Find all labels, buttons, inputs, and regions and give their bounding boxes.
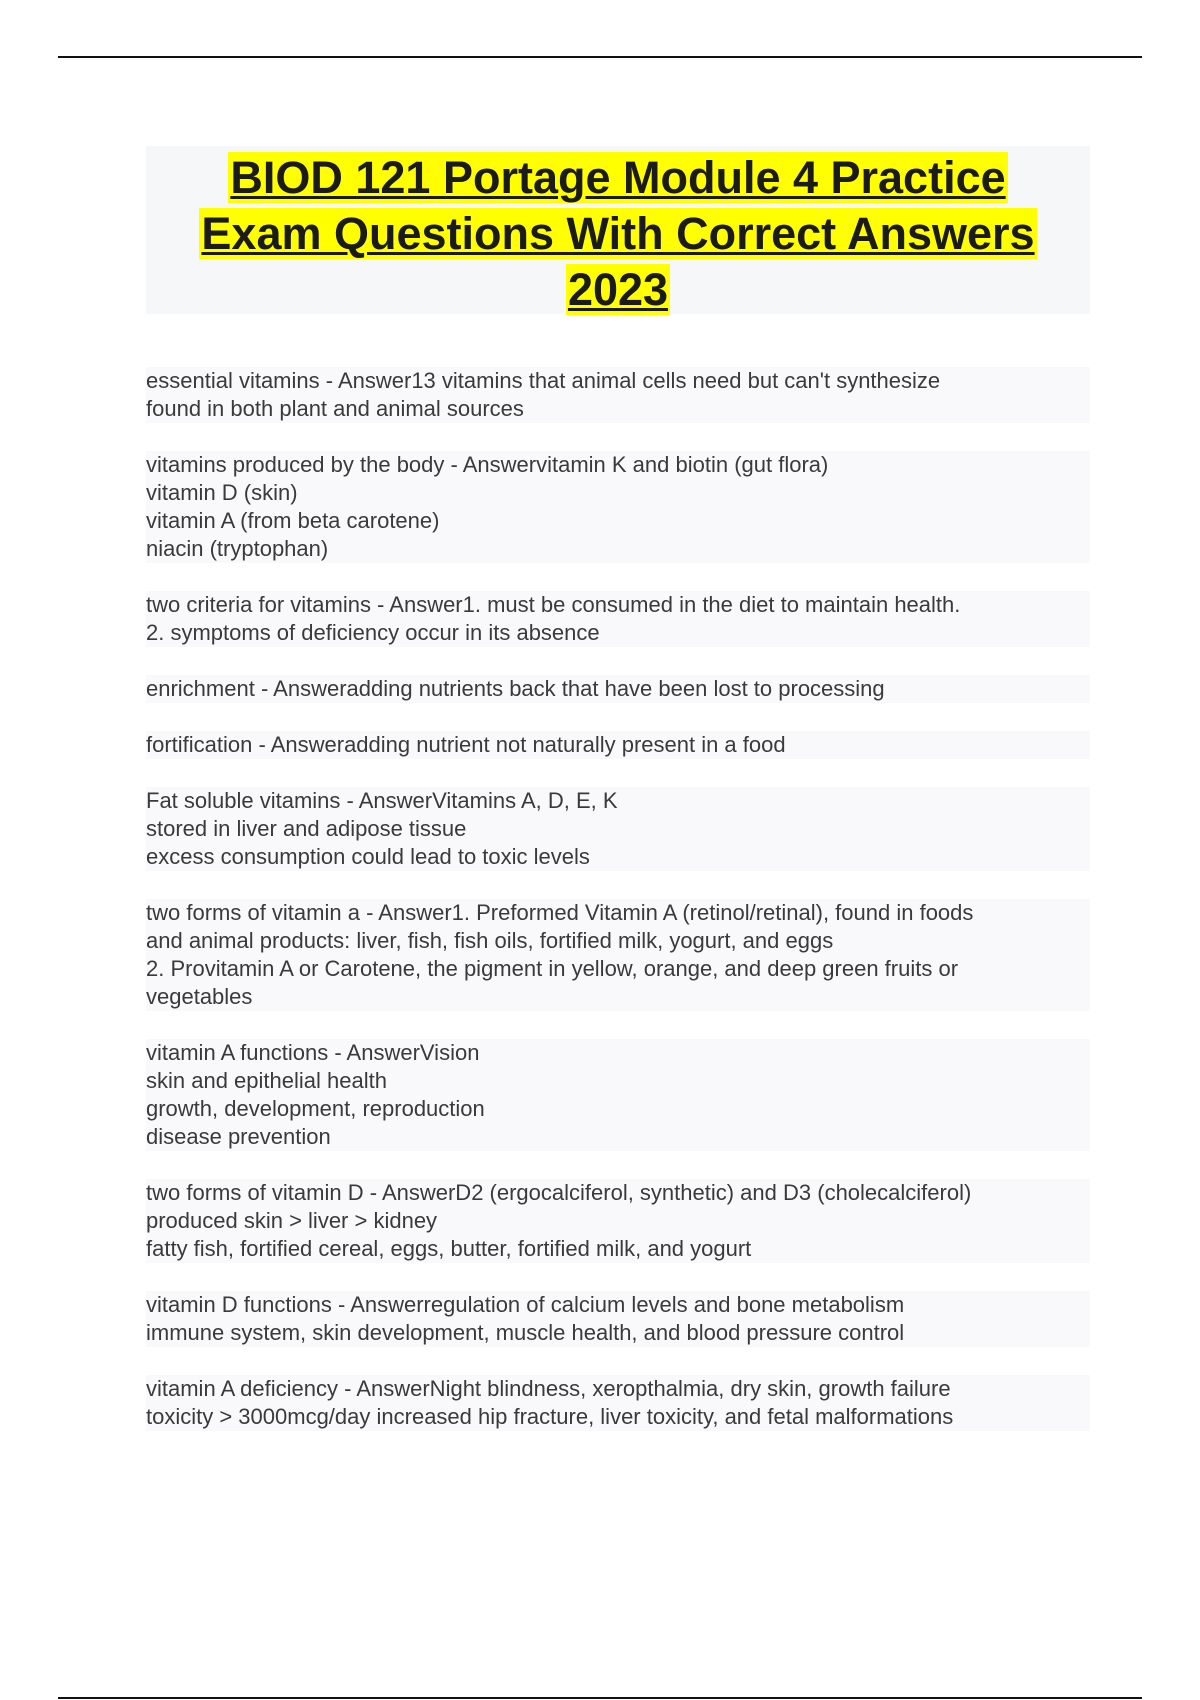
qa-entry-line: produced skin > liver > kidney bbox=[146, 1208, 438, 1233]
qa-entry-line: vitamin A functions - AnswerVision bbox=[146, 1040, 480, 1065]
qa-entry-line: 2. symptoms of deficiency occur in its absence bbox=[146, 620, 600, 645]
title-line-text: Exam Questions With Correct Answers bbox=[201, 208, 1035, 259]
qa-entry-line: fortification - Answeradding nutrient not naturally present in a food bbox=[146, 732, 786, 757]
footer-rule bbox=[58, 1697, 1142, 1699]
qa-entry-line: vitamin D (skin) bbox=[146, 480, 298, 505]
qa-entry-line: two forms of vitamin D - AnswerD2 (ergocalciferol, synthetic) and D3 (cholecalciferol) bbox=[146, 1180, 972, 1205]
qa-entry-line: stored in liver and adipose tissue bbox=[146, 816, 467, 841]
qa-entry bbox=[146, 451, 1090, 563]
qa-entry-line: vegetables bbox=[146, 984, 253, 1009]
qa-entry-line: immune system, skin development, muscle health, and blood pressure control bbox=[146, 1320, 905, 1345]
qa-entry-line: found in both plant and animal sources bbox=[146, 396, 524, 421]
title-line bbox=[146, 206, 1090, 262]
title-line-text: 2023 bbox=[567, 264, 669, 315]
qa-entry bbox=[146, 591, 1090, 647]
qa-entry-line: toxicity > 3000mcg/day increased hip fracture, liver toxicity, and fetal malformations bbox=[146, 1404, 954, 1429]
qa-entry-line: Fat soluble vitamins - AnswerVitamins A, D, E, K bbox=[146, 788, 618, 813]
qa-entry-line: fatty fish, fortified cereal, eggs, butter, fortified milk, and yogurt bbox=[146, 1236, 752, 1261]
qa-entry bbox=[146, 675, 1090, 703]
title-line bbox=[146, 262, 1090, 318]
qa-entry bbox=[146, 731, 1090, 759]
qa-entry-line: vitamin D functions - Answerregulation of calcium levels and bone metabolism bbox=[146, 1292, 905, 1317]
header-rule bbox=[58, 56, 1142, 58]
qa-entry bbox=[146, 899, 1090, 1011]
qa-entry bbox=[146, 1039, 1090, 1151]
qa-entry bbox=[146, 1291, 1090, 1347]
qa-entry bbox=[146, 1179, 1090, 1263]
qa-entry-line: niacin (tryptophan) bbox=[146, 536, 329, 561]
title-block bbox=[146, 146, 1090, 314]
qa-entry-line: essential vitamins - Answer13 vitamins that animal cells need but can't synthesize bbox=[146, 368, 941, 393]
title-line bbox=[146, 150, 1090, 206]
qa-entry-line: two criteria for vitamins - Answer1. must be consumed in the diet to maintain health. bbox=[146, 592, 961, 617]
qa-entry-line: vitamin A (from beta carotene) bbox=[146, 508, 440, 533]
qa-entry-line: 2. Provitamin A or Carotene, the pigment in yellow, orange, and deep green fruits or bbox=[146, 956, 959, 981]
qa-entry-line: vitamin A deficiency - AnswerNight blindness, xeropthalmia, dry skin, growth failure bbox=[146, 1376, 951, 1401]
qa-entry-line: enrichment - Answeradding nutrients back that have been lost to processing bbox=[146, 676, 885, 701]
qa-entry-line: two forms of vitamin a - Answer1. Preformed Vitamin A (retinol/retinal), found in foods bbox=[146, 900, 974, 925]
qa-entry bbox=[146, 787, 1090, 871]
qa-entry-line: disease prevention bbox=[146, 1124, 331, 1149]
qa-entry-line: excess consumption could lead to toxic levels bbox=[146, 844, 590, 869]
title-line-text: BIOD 121 Portage Module 4 Practice bbox=[230, 152, 1006, 203]
qa-entry bbox=[146, 1375, 1090, 1431]
qa-entry bbox=[146, 367, 1090, 423]
qa-entry-line: skin and epithelial health bbox=[146, 1068, 387, 1093]
qa-list bbox=[146, 367, 1090, 1459]
qa-entry-line: vitamins produced by the body - Answervitamin K and biotin (gut flora) bbox=[146, 452, 829, 477]
qa-entry-line: growth, development, reproduction bbox=[146, 1096, 485, 1121]
qa-entry-line: and animal products: liver, fish, fish oils, fortified milk, yogurt, and eggs bbox=[146, 928, 834, 953]
document-title bbox=[146, 146, 1090, 318]
